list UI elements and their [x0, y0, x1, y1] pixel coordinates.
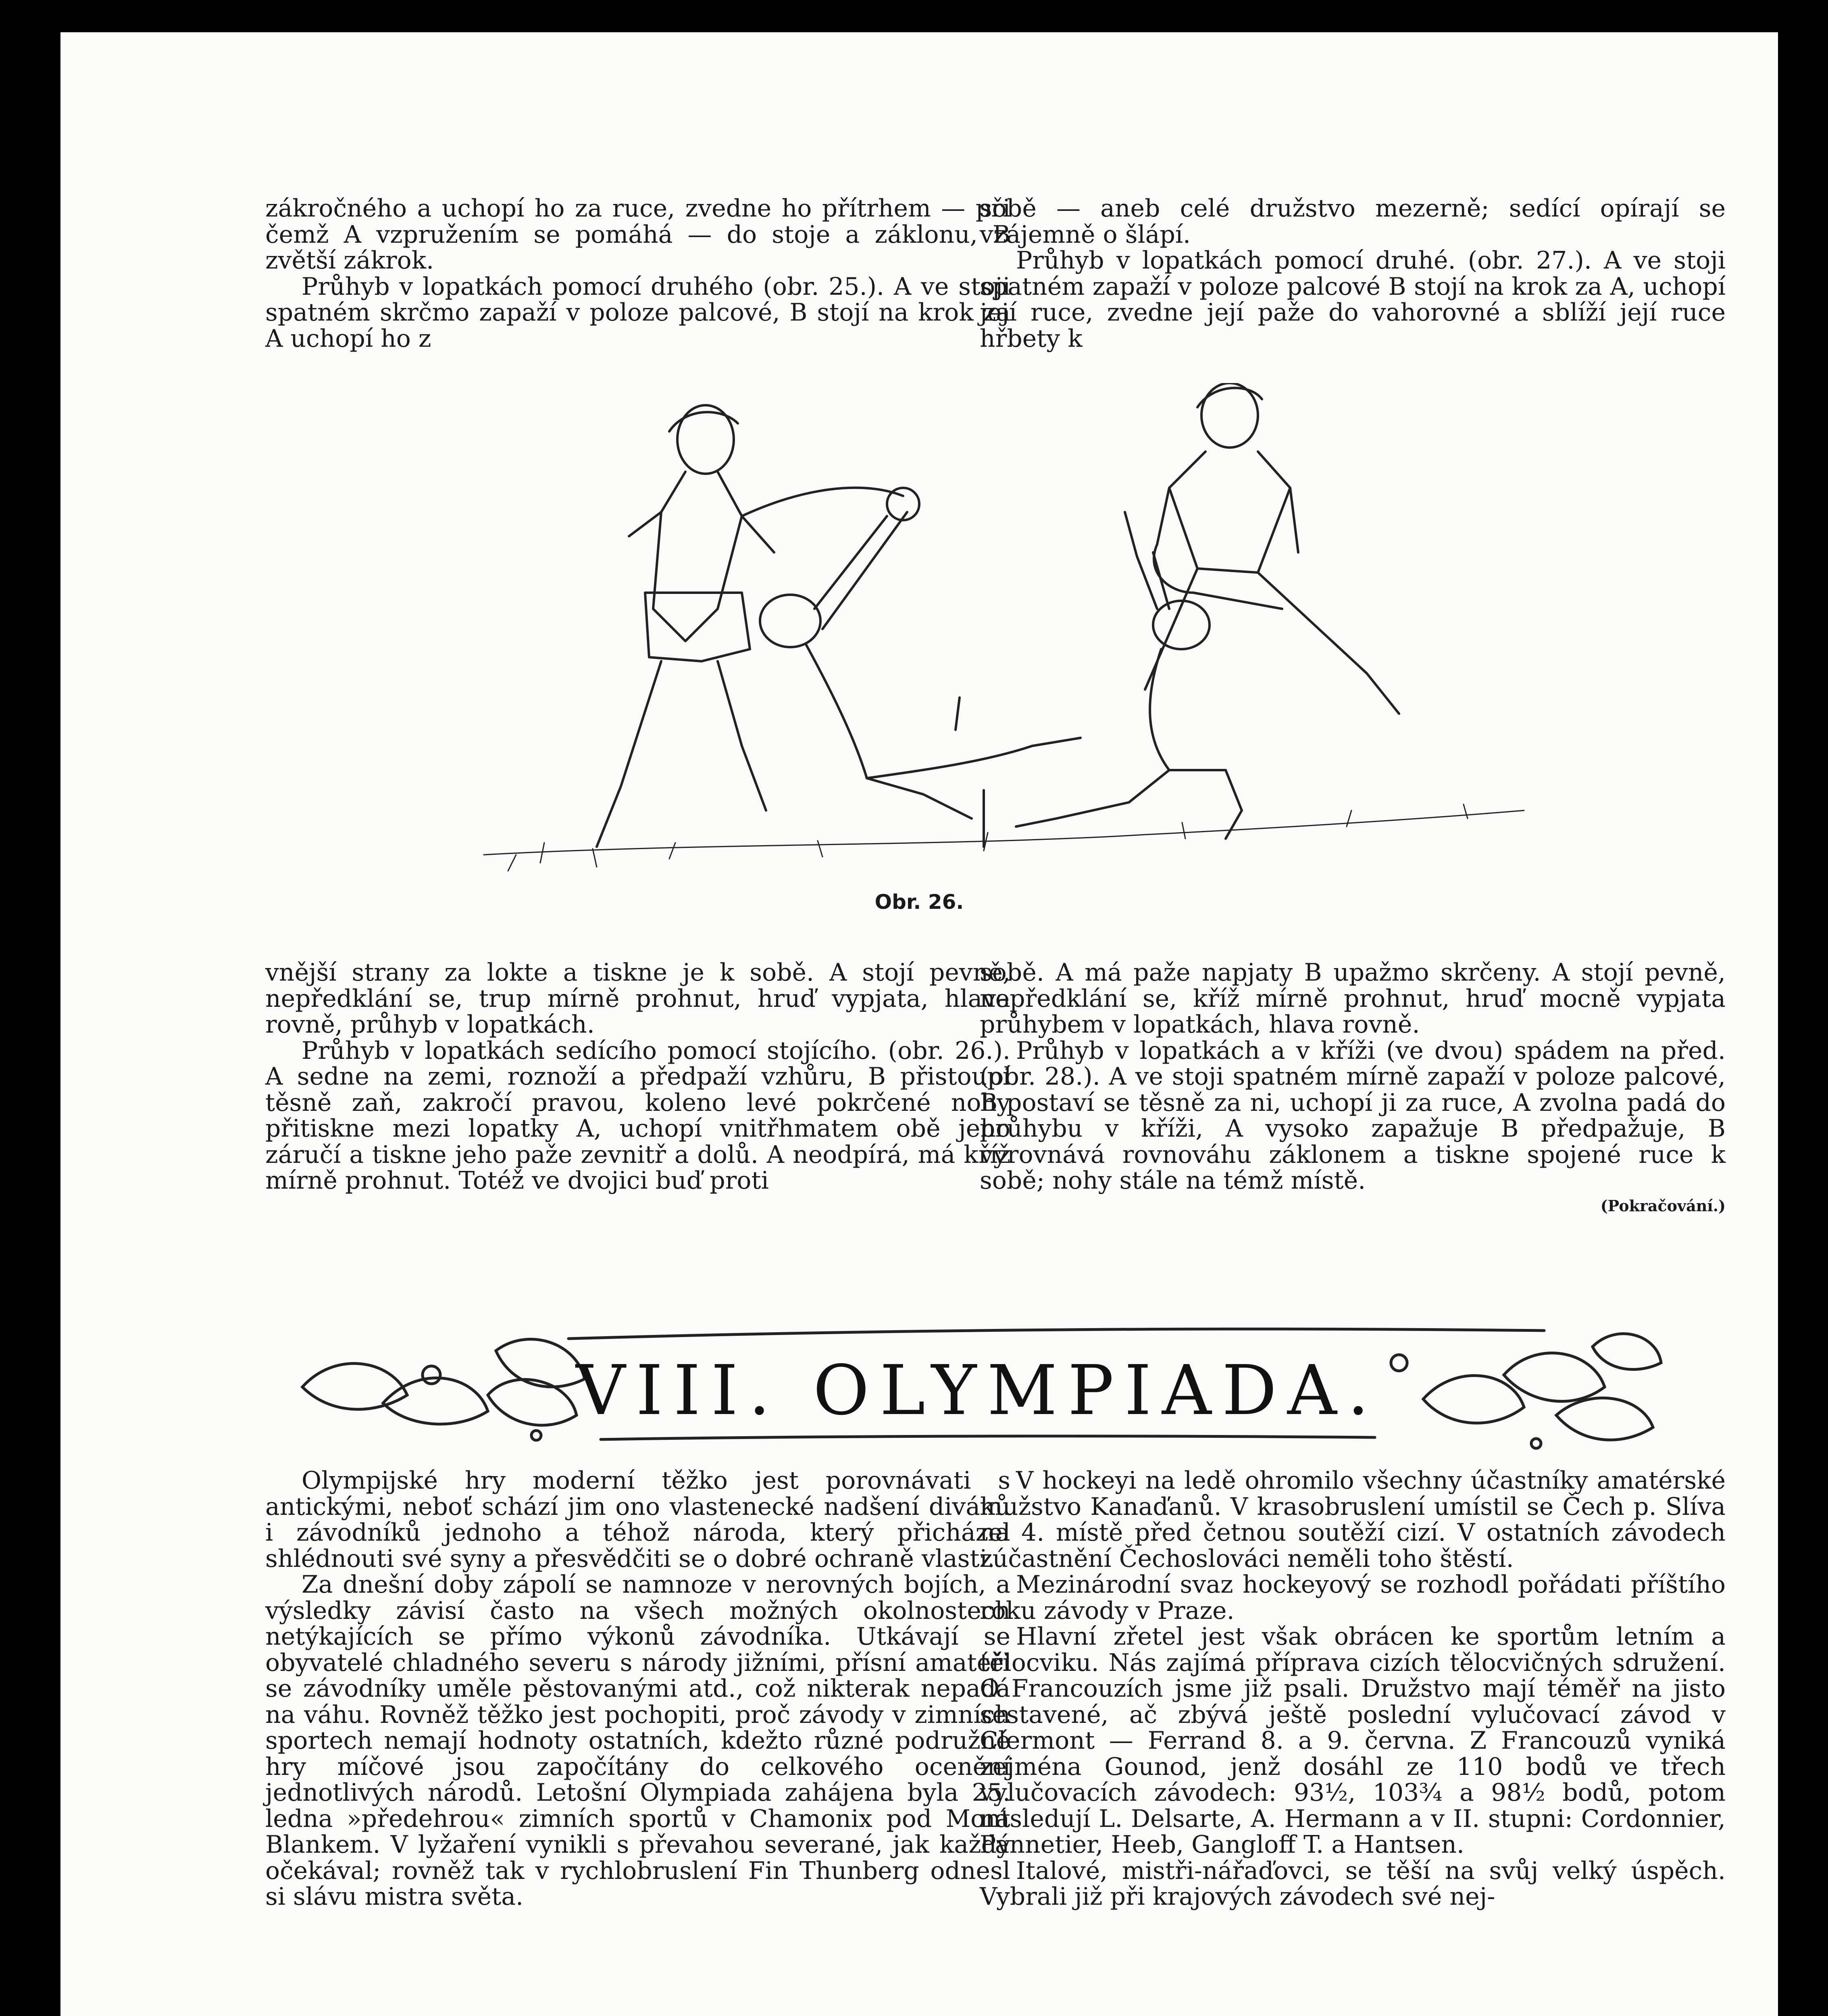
paragraph: Olympijské hry moderní těžko jest porovnávati s antickými, neboť schází jim ono vlastenecké nadšení diváků i závodníků jednoho a téhož národa, který přicházel shlédnouti své syny a přesvědčiti se o dobré ochraně vlasti. — [265, 1466, 1010, 1573]
paragraph: sobě. A má paže napjaty B upažmo skrčeny. A stojí pevně, nepředklání se, kříž mírně prohnut, hruď mocně vypjata průhybem v lopatkách, hlava rovně. — [980, 958, 1726, 1039]
paragraph: V hockeyi na ledě ohromilo všechny účastníky amatérské mužstvo Kanaďanů. V krasobruslení umístil se Čech p. Slíva na 4. místě před četnou soutěží cizí. V ostatních závodech zúčastnění Čechoslováci neměli toho štěstí. — [980, 1466, 1726, 1573]
paragraph: Průhyb v lopatkách pomocí druhého (obr. 25.). A ve stoji spatném skrčmo zapaží v poloze palcové, B stojí na krok za A uchopí ho z — [265, 272, 1010, 353]
paragraph: Hlavní zřetel jest však obrácen ke sportům letním a tělocviku. Nás zajímá příprava cizích tělocvičných sdružení. O Francouzích jsme již psali. Družstvo mají téměř na jisto sestavené, ač zbývá ještě poslední vylučovací závod v Clermont — Ferrand 8. a 9. června. Z Francouzů vyniká zejména Gounod, jenž dosáhl ze 110 bodů ve třech vylučovacích závodech: 93½, 103¾ a 98½ bodů, potom následují L. Delsarte, A. Hermann a v II. stupni: Cordonnier, Pannetier, Heeb, Gangloff T. a Hantsen. — [980, 1622, 1726, 1859]
paragraph: Průhyb v lopatkách a v kříži (ve dvou) spádem na před. (obr. 28.). A ve stoji spatném mírně zapaží v poloze palcové, B postaví se těsně za ni, uchopí ji za ruce, A zvolna padá do průhybu v kříži, A vysoko zapažuje B předpažuje, B vyrovnává rovnováhu záklonem a tiskne spojené ruce k sobě; nohy stále na témž místě. — [980, 1036, 1726, 1195]
figure-caption: Obr. 26. — [874, 890, 964, 914]
paragraph: Průhyb v lopatkách sedícího pomocí stojícího. (obr. 26.). A sedne na zemi, roznoží a předpaží vzhůru, B přistoupí těsně zaň, zakročí pravou, koleno levé pokrčené nohy přitiskne mezi lopatky A, uchopí vnitřhmatem obě jeho záručí a tiskne jeho paže zevnitř a dolů. A neodpírá, má kříž mírně prohnut. Totéž ve dvojici buď proti — [265, 1036, 1010, 1195]
bottom-right-column — [980, 1468, 1726, 1910]
olympiada-banner — [286, 1314, 1669, 1468]
paragraph: Italové, mistři-nářaďovci, se těší na svůj velký úspěch. Vybrali již při krajových závodech své nej- — [980, 1856, 1726, 1911]
continued-note: (Pokračování.) — [1600, 1196, 1726, 1215]
paragraph: sobě — aneb celé družstvo mezerně; sedící opírají se vzájemně o šlápí. — [980, 194, 1726, 249]
paragraph: zákročného a uchopí ho za ruce, zvedne ho přítrhem — při čemž A vzpružením se pomáhá — do stoje a záklonu, B zvětší zákrok. — [265, 194, 1010, 275]
bottom-left-column — [265, 1468, 1010, 1910]
paragraph: Průhyb v lopatkách pomocí druhé. (obr. 27.). A ve stoji spatném zapaží v poloze palcové B stojí na krok za A, uchopí její ruce, zvedne její paže do vahorovné a sblíží její ruce hřbety k — [980, 246, 1726, 353]
gymnastics-illustration — [460, 383, 1540, 899]
mid-right-column — [980, 960, 1726, 1218]
mid-left-column — [265, 960, 1010, 1194]
top-right-column — [980, 196, 1726, 352]
paragraph: Mezinárodní svaz hockeyový se rozhodl pořádati příštího roku závody v Praze. — [980, 1570, 1726, 1625]
banner-title: VIII. OLYMPIADA. — [576, 1351, 1380, 1431]
paragraph: vnější strany za lokte a tiskne je k sobě. A stojí pevně, nepředklání se, trup mírně prohnut, hruď vypjata, hlava rovně, průhyb v lopatkách. — [265, 958, 1010, 1039]
top-left-column — [265, 196, 1010, 352]
magazine-page — [60, 32, 1778, 2016]
paragraph: Za dnešní doby zápolí se namnoze v nerovných bojích, a výsledky závisí často na všech možných okolnostech netýkajících se přímo výkonů závodníka. Utkávají se obyvatelé chladného severu s národy jižními, přísní amatéři se závodníky uměle pěstovanými atd., což nikterak nepadá na váhu. Rovněž těžko jest pochopiti, proč závody v zimních sportech nemají hodnoty ostatních, kdežto různé podružné hry míčové jsou započítány do celkového ocenění jednotlivých národů. Letošní Olympiada zahájena byla 25. ledna »předehrou« zimních sportů v Chamonix pod Mont Blankem. V lyžaření vynikli s převahou severané, jak každý očekával; rovněž tak v rychlobruslení Fin Thunberg odnesl si slávu mistra světa. — [265, 1570, 1010, 1911]
